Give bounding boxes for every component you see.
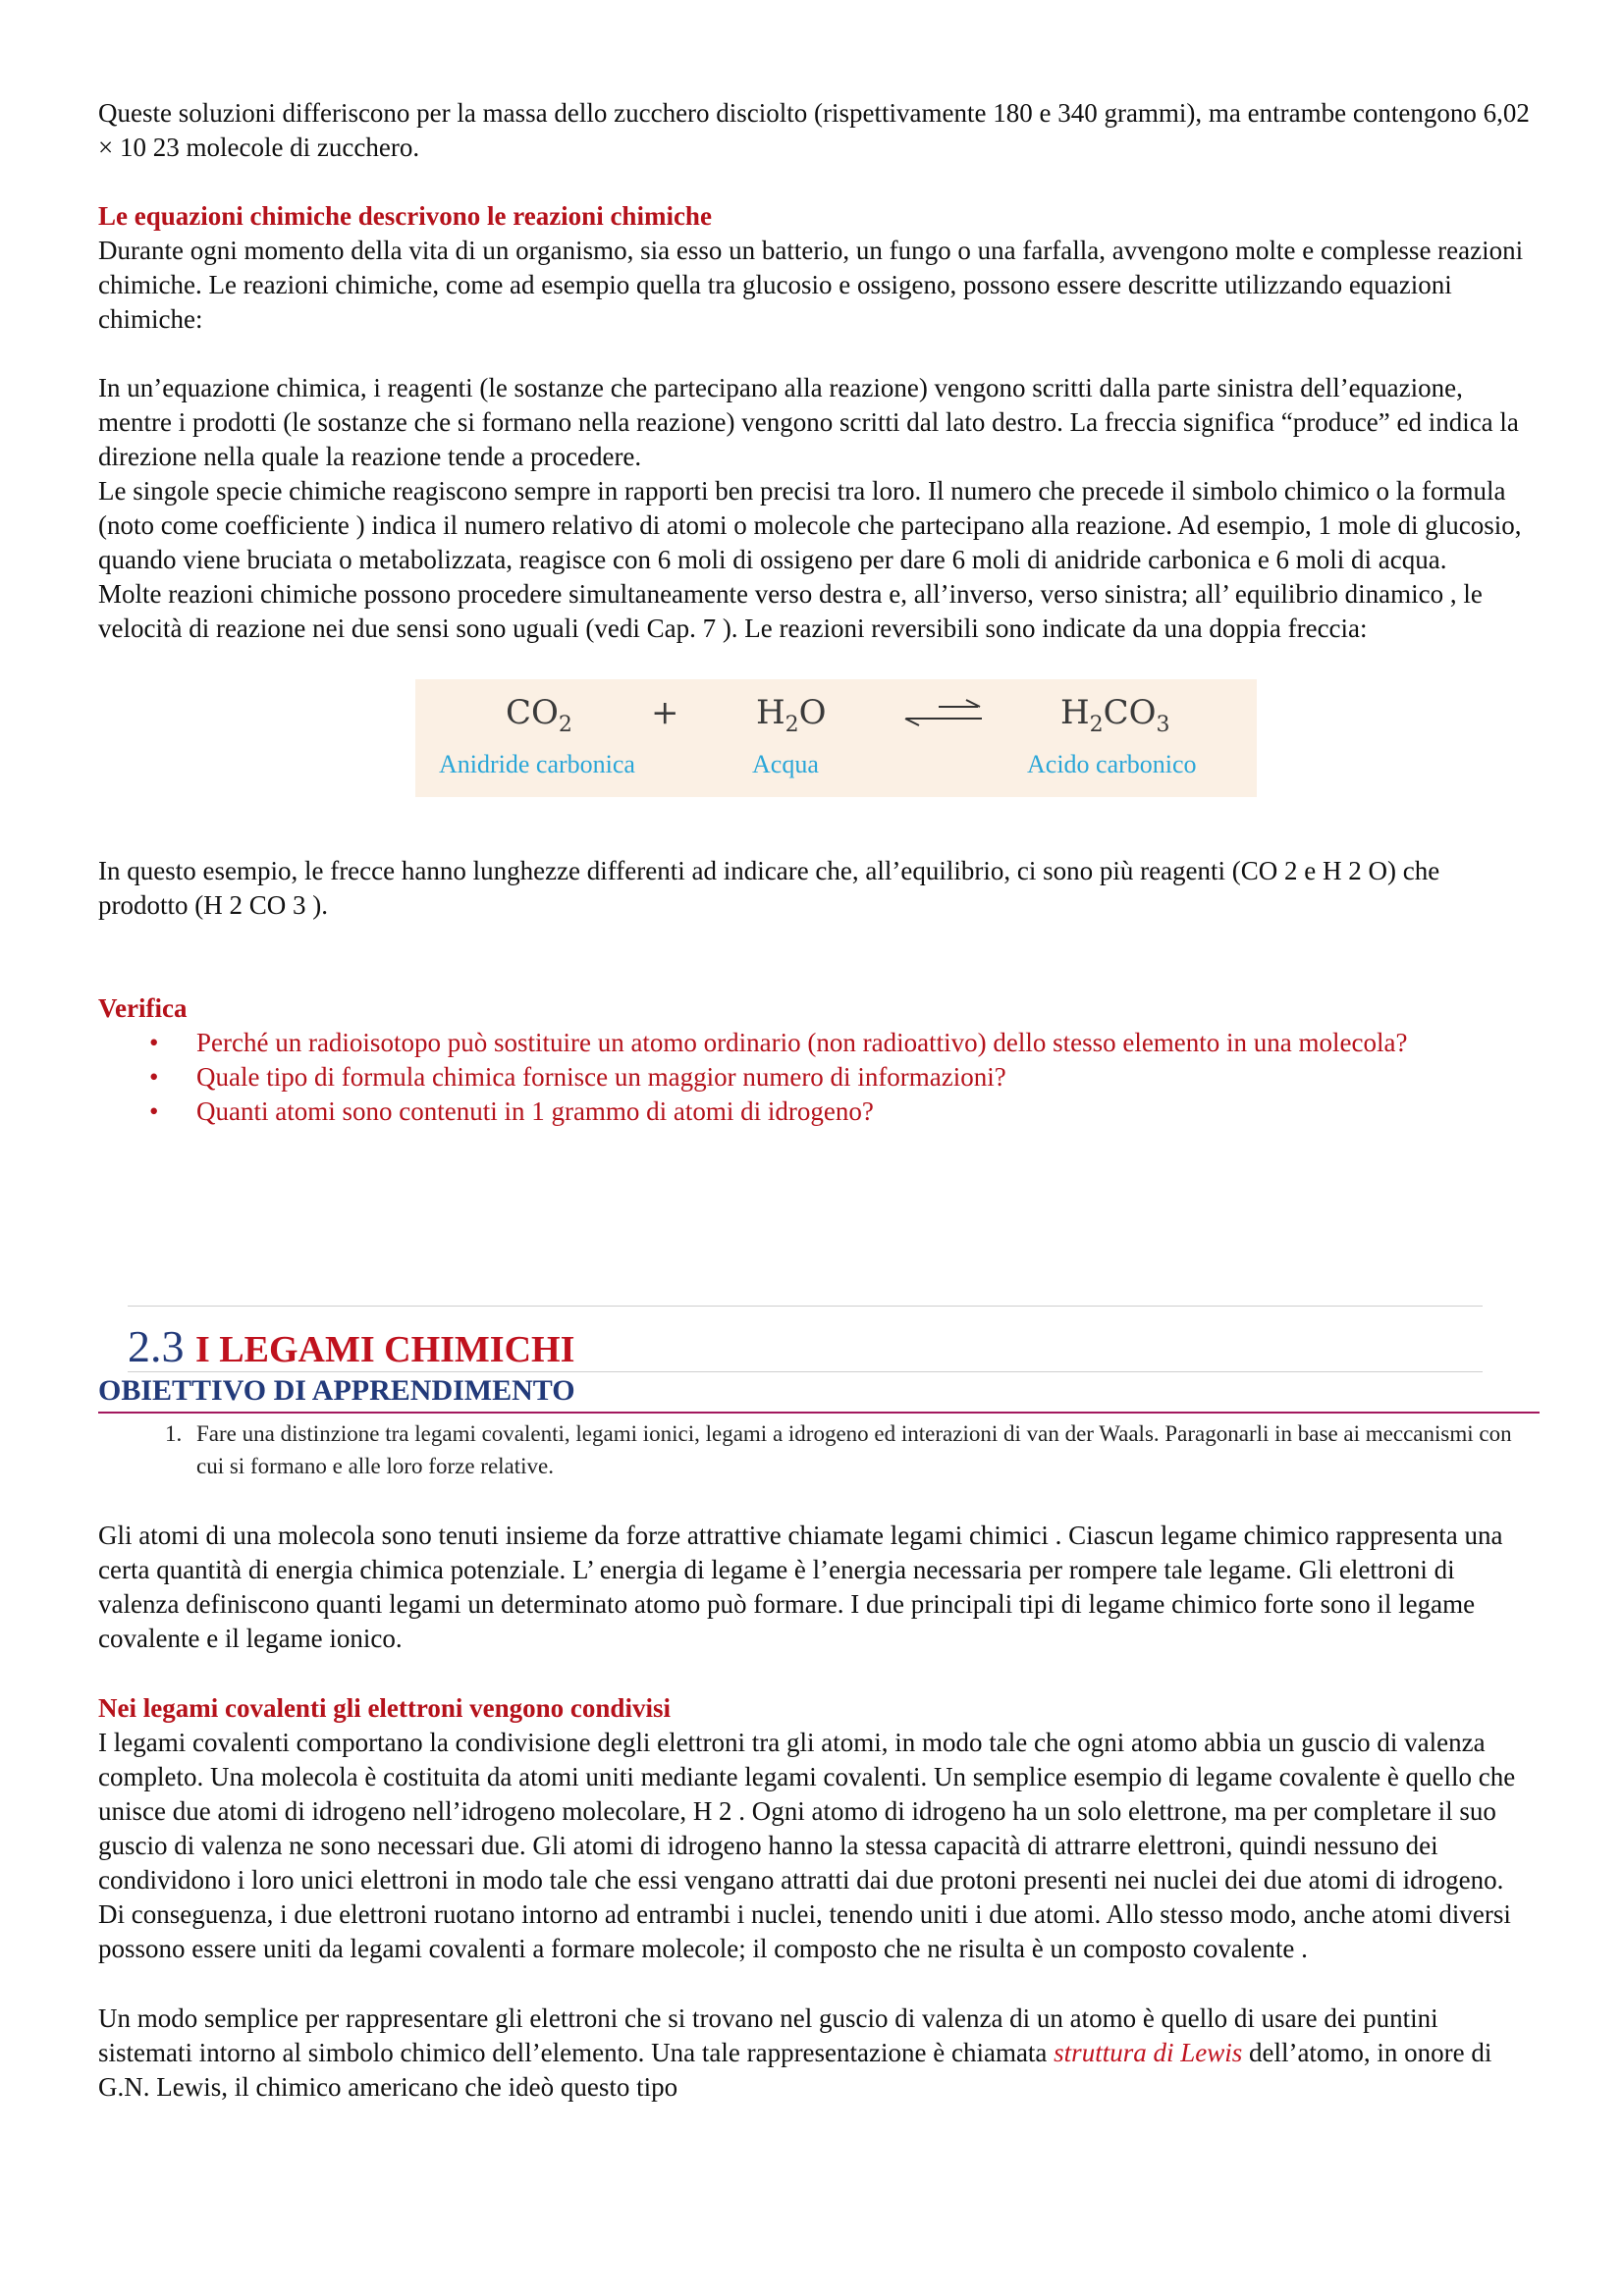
verifica-item: • Perché un radioisotopo può sostituire un atomo ordinario (non radioattivo) dello stesso elemento in una molecola? [149, 1028, 1408, 1057]
verifica-list [98, 1026, 1532, 1129]
objectives-list [98, 1417, 1542, 1482]
divider-top [128, 1306, 1483, 1307]
divider-bottom [128, 1371, 1483, 1372]
equations-paragraph-1: Durante ogni momento della vita di un organismo, sia esso un batterio, un fungo o una farfalla, avvengono molte e complesse reazioni chimiche. Le reazioni chimiche, come ad esempio quella tra glucosio e ossigeno, possono essere descritte utilizzando equazioni chimiche: [98, 236, 1524, 334]
label-acqua: Acqua [752, 750, 819, 778]
formula-co2: $CO_2$ [506, 693, 572, 737]
equilibrium-arrow-icon [901, 697, 990, 730]
lewis-structure-term: struttura di Lewis [1054, 2038, 1243, 2067]
formula-h2co3: $H_2CO_3$ [1060, 693, 1170, 737]
equations-paragraph-2: In un’equazione chimica, i reagenti (le sostanze che partecipano alla reazione) vengono scritti dalla parte sinistra dell’equazione, mentre i prodotti (le sostanze che si formano nella reazione) vengono scritti dal lato destro. La freccia significa “produce” ed indica la direzione nella quale la reazione tende a procedere. [98, 373, 1519, 471]
equations-paragraph-4: Molte reazioni chimiche possono procedere simultaneamente verso destra e, all’inverso, verso sinistra; all’ equilibrio dinamico , le velocità di reazione nei due sensi sono uguali (vedi Cap. 7 ). Le reazioni reversibili sono indicate da una doppia freccia: [98, 579, 1483, 643]
verifica-item: • Quanti atomi sono contenuti in 1 grammo di atomi di idrogeno? [149, 1096, 874, 1126]
bonds-paragraph-1: Gli atomi di una molecola sono tenuti insieme da forze attrattive chiamate legami chimici . Ciascun legame chimico rappresenta una certa quantità di energia chimica potenziale. L’ energia di legame è l’energia necessaria per rompere tale legame. Gli elettroni di valenza definiscono quanti legami un determinato atomo può formare. I due principali tipi di legame chimico forte sono il legame covalente e il legame ionico. [98, 1521, 1503, 1653]
equations-paragraph-3: Le singole specie chimiche reagiscono sempre in rapporti ben precisi tra loro. Il numero che precede il simbolo chimico o la formula (noto come coefficiente ) indica il numero relativo di atomi o molecole che partecipano alla reazione. Ad esempio, 1 mole di glucosio, quando viene bruciata o metabolizzata, reagisce con 6 moli di ossigeno per dare 6 moli di anidride carbonica e 6 moli di acqua. [98, 476, 1522, 574]
bonds-paragraph-2: I legami covalenti comportano la condivisione degli elettroni tra gli atomi, in modo tale che ogni atomo abbia un guscio di valenza completo. Una molecola è costituita da atomi uniti mediante legami covalenti. Un semplice esempio di legame covalente è quello che unisce due atomi di idrogeno nell’idrogeno molecolare, H 2 . Ogni atomo di idrogeno ha un solo elettrone, ma per completare il suo guscio di valenza ne sono necessari due. Gli atomi di idrogeno hanno la stessa capacità di attrarre elettroni, quindi nessuno dei condividono i loro unici elettroni in modo tale che essi vengano attratti dai due protoni presenti nei nuclei dei due atomi di idrogeno. Di conseguenza, i due elettroni ruotano intorno ad entrambi i nuclei, tenendo uniti i due atomi. Allo stesso modo, anche atomi diversi possono essere uniti da legami covalenti a formare molecole; il composto che ne risulta è un composto covalente . [98, 1728, 1516, 1963]
section-title-covalent: Nei legami covalenti gli elettroni vengono condivisi [98, 1693, 671, 1723]
page-bottom [98, 1519, 1532, 2105]
equilibrium-equation-figure [415, 679, 1257, 797]
objective-number: 1. [165, 1421, 183, 1446]
after-equation-paragraph: In questo esempio, le frecce hanno lunghezze differenti ad indicare che, all’equilibrio, ci sono più reagenti (CO 2 e H 2 O) che prodotto (H 2 CO 3 ). [98, 856, 1440, 920]
intro-paragraph: Queste soluzioni differiscono per la massa dello zucchero disciolto (rispettivamente 180 e 340 grammi), ma entrambe contengono 6,02 × 10 23 molecole di zucchero. [98, 98, 1530, 162]
chapter-title: I LEGAMI CHIMICHI [195, 1329, 575, 1370]
plus-sign: + [651, 693, 679, 732]
objective-heading: OBIETTIVO DI APPRENDIMENTO [98, 1374, 575, 1407]
section-title-equations: Le equazioni chimiche descrivono le reazioni chimiche [98, 201, 712, 231]
label-anidride-carbonica: Anidride carbonica [439, 750, 635, 778]
objective-underline [98, 1412, 1540, 1414]
chapter-number: 2.3 [128, 1321, 185, 1371]
verifica-title: Verifica [98, 993, 188, 1023]
chapter-heading [128, 1321, 574, 1375]
page-top [98, 96, 1532, 1129]
objective-text: Fare una distinzione tra legami covalenti, legami ionici, legami a idrogeno ed interazioni di van der Waals. Paragonarli in base ai meccanismi con cui si formano e alle loro forze relative. [196, 1421, 1512, 1478]
bonds-paragraph-3: Un modo semplice per rappresentare gli elettroni che si trovano nel guscio di valenza di un atomo è quello di usare dei puntini sistemati intorno al simbolo chimico dell’elemento. Una tale rappresentazione è chiamata struttura di Lewis dell’atomo, in onore di G.N. Lewis, il chimico americano che ideò questo tipo [98, 2003, 1492, 2102]
verifica-item: • Quale tipo di formula chimica fornisce un maggior numero di informazioni? [149, 1062, 1006, 1092]
label-acido-carbonico: Acido carbonico [1027, 750, 1197, 778]
formula-h2o: $H_2O$ [756, 693, 827, 737]
